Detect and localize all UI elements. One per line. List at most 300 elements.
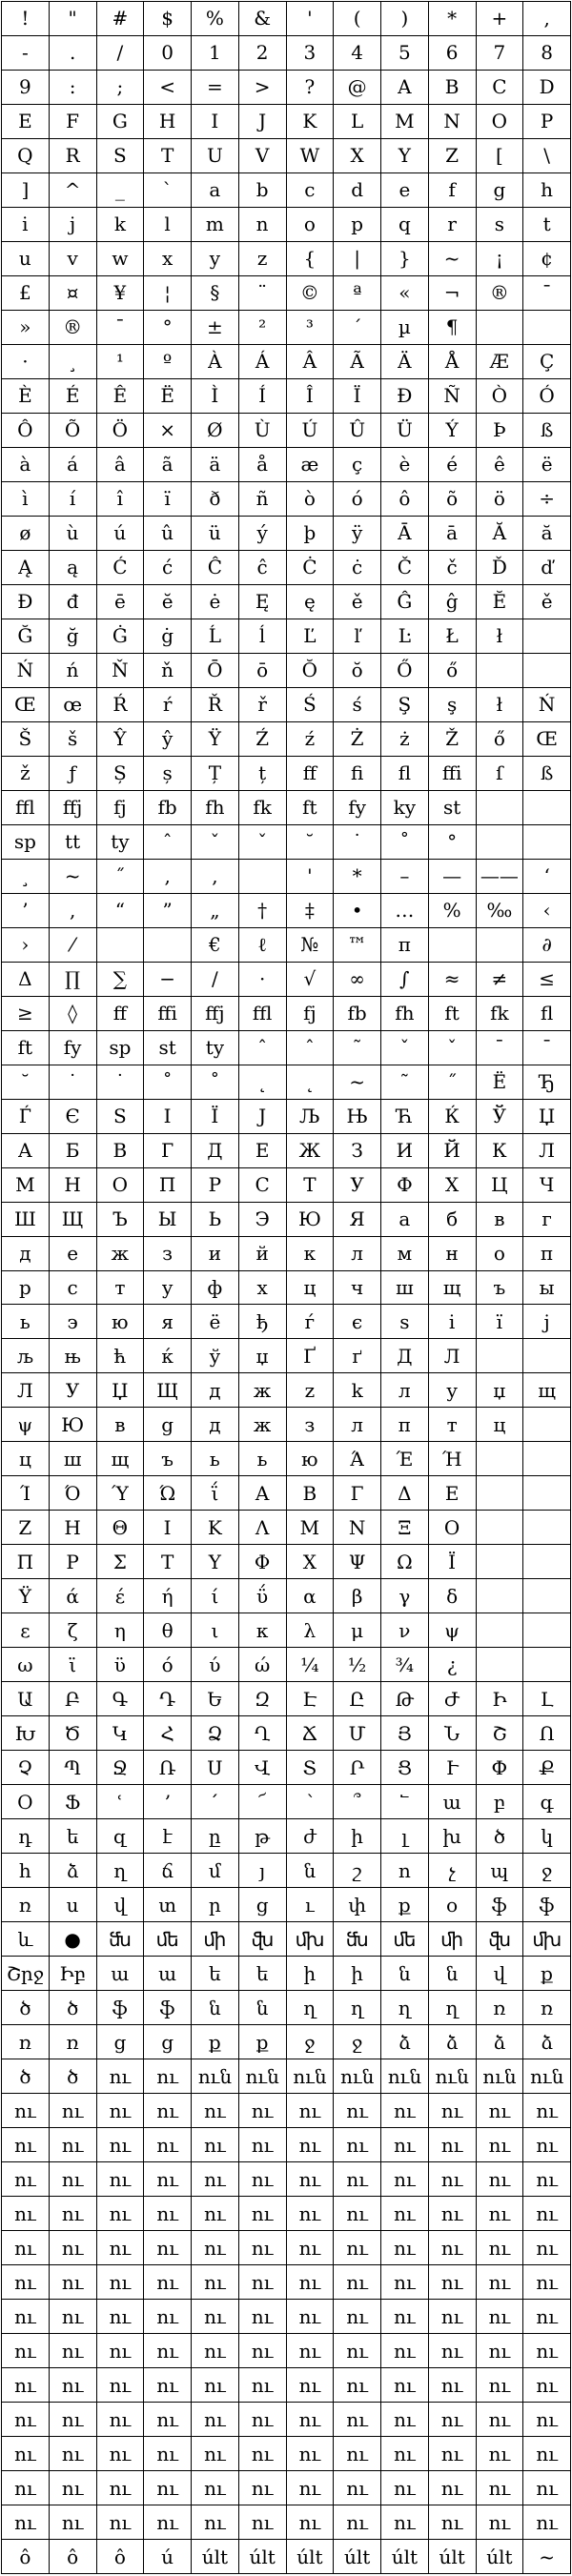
glyph-cell: ու bbox=[381, 2403, 429, 2437]
glyph-cell: fb bbox=[144, 791, 192, 825]
glyph-cell: З bbox=[334, 1134, 381, 1168]
glyph-cell: џ bbox=[477, 1373, 524, 1408]
glyph-cell bbox=[523, 1476, 571, 1511]
glyph-cell: Æ bbox=[477, 345, 524, 379]
glyph-cell: Ή bbox=[429, 1442, 477, 1476]
glyph-cell: ( bbox=[334, 2, 381, 36]
glyph-cell: 1 bbox=[192, 36, 239, 71]
glyph-cell: ț bbox=[239, 757, 287, 791]
glyph-cell: A bbox=[381, 71, 429, 105]
glyph-cell: ж bbox=[239, 1373, 287, 1408]
glyph-cell: ¦ bbox=[144, 276, 192, 311]
glyph-cell: ու bbox=[239, 2437, 287, 2471]
glyph-cell: × bbox=[144, 414, 192, 448]
glyph-cell: Ж bbox=[287, 1134, 335, 1168]
glyph-cell: ћ bbox=[97, 1339, 145, 1373]
glyph-cell: ‰ bbox=[477, 894, 524, 928]
glyph-cell: ու bbox=[192, 2368, 239, 2403]
glyph-cell: Б bbox=[50, 1134, 97, 1168]
glyph-cell: º bbox=[144, 345, 192, 379]
glyph-cell: ﬓ bbox=[97, 1922, 145, 1957]
glyph-cell: ձ bbox=[429, 2025, 477, 2059]
glyph-cell: ճ bbox=[144, 1854, 192, 1888]
glyph-cell: Դ bbox=[144, 1682, 192, 1716]
glyph-cell: ffi bbox=[144, 997, 192, 1031]
glyph-cell: А bbox=[2, 1134, 50, 1168]
glyph-cell: + bbox=[477, 2, 524, 36]
glyph-cell bbox=[477, 1511, 524, 1545]
glyph-cell: u bbox=[2, 242, 50, 276]
glyph-cell: ղ bbox=[429, 1991, 477, 2025]
glyph-cell: ġ bbox=[144, 619, 192, 654]
glyph-cell: ջ bbox=[523, 1854, 571, 1888]
glyph-cell: ու bbox=[239, 2403, 287, 2437]
glyph-cell: € bbox=[192, 928, 239, 963]
glyph-cell: Ž bbox=[429, 722, 477, 757]
glyph-cell: ու bbox=[523, 2334, 571, 2368]
glyph-cell: Œ bbox=[523, 722, 571, 757]
glyph-cell: ու bbox=[50, 2162, 97, 2197]
glyph-cell: в bbox=[477, 1203, 524, 1237]
glyph-cell: ու bbox=[192, 2231, 239, 2265]
glyph-cell: ж bbox=[97, 1237, 145, 1271]
glyph-cell: Σ bbox=[97, 1545, 145, 1579]
glyph-cell: ֆ bbox=[523, 1888, 571, 1922]
glyph-cell: § bbox=[192, 276, 239, 311]
glyph-cell: ժ bbox=[287, 1819, 335, 1854]
glyph-cell: Կ bbox=[97, 1716, 145, 1751]
glyph-cell: ˛ bbox=[287, 1065, 335, 1100]
glyph-cell: ě bbox=[523, 585, 571, 619]
glyph-cell: ու bbox=[144, 2059, 192, 2094]
glyph-cell: д bbox=[192, 1408, 239, 1442]
glyph-cell: Օ bbox=[2, 1785, 50, 1819]
glyph-cell: ﬔ bbox=[144, 1922, 192, 1957]
glyph-cell: ծ bbox=[50, 1991, 97, 2025]
glyph-cell: 5 bbox=[381, 36, 429, 71]
glyph-cell: ß bbox=[523, 414, 571, 448]
glyph-cell: Ď bbox=[477, 551, 524, 585]
glyph-cell: ¬ bbox=[429, 276, 477, 311]
glyph-cell: ш bbox=[50, 1442, 97, 1476]
glyph-cell: ø bbox=[2, 517, 50, 551]
glyph-cell: Ý bbox=[429, 414, 477, 448]
glyph-cell: ï bbox=[144, 482, 192, 517]
glyph-cell: ու bbox=[523, 2437, 571, 2471]
glyph-cell: ու bbox=[477, 2368, 524, 2403]
glyph-cell: ու bbox=[287, 2128, 335, 2162]
glyph-cell: α bbox=[287, 1579, 335, 1613]
glyph-cell: Υ bbox=[192, 1545, 239, 1579]
glyph-cell: w bbox=[97, 242, 145, 276]
glyph-cell: ջ bbox=[334, 2025, 381, 2059]
glyph-cell: ﬔ bbox=[381, 1922, 429, 1957]
glyph-cell: ու bbox=[287, 2197, 335, 2231]
glyph-cell: ու bbox=[239, 2300, 287, 2334]
glyph-cell: ու bbox=[144, 2162, 192, 2197]
glyph-cell: Û bbox=[334, 414, 381, 448]
glyph-cell: ffl bbox=[2, 791, 50, 825]
glyph-cell: ÷ bbox=[523, 482, 571, 517]
glyph-cell: լ bbox=[381, 1819, 429, 1854]
glyph-cell: ն bbox=[239, 1991, 287, 2025]
glyph-cell: Ë bbox=[477, 1065, 524, 1100]
glyph-cell: ˆ bbox=[239, 1031, 287, 1065]
glyph-cell: Ĉ bbox=[192, 551, 239, 585]
glyph-cell bbox=[429, 928, 477, 963]
glyph-cell: ffi bbox=[429, 757, 477, 791]
glyph-cell: Х bbox=[429, 1168, 477, 1203]
glyph-cell bbox=[477, 1613, 524, 1648]
glyph-cell: Ь bbox=[192, 1203, 239, 1237]
glyph-cell: Ѕ bbox=[97, 1100, 145, 1134]
glyph-cell: Ы bbox=[144, 1203, 192, 1237]
glyph-cell: Ô bbox=[2, 414, 50, 448]
glyph-cell: Ä bbox=[381, 345, 429, 379]
glyph-cell: Է bbox=[287, 1682, 335, 1716]
glyph-cell: ª bbox=[334, 276, 381, 311]
glyph-cell: ¸ bbox=[2, 860, 50, 894]
glyph-cell: խ bbox=[429, 1819, 477, 1854]
glyph-cell: Đ bbox=[2, 585, 50, 619]
glyph-cell: ու bbox=[334, 2471, 381, 2505]
glyph-cell: _ bbox=[97, 173, 145, 208]
glyph-cell: ու bbox=[287, 2162, 335, 2197]
glyph-cell: x bbox=[144, 242, 192, 276]
glyph-cell bbox=[523, 619, 571, 654]
glyph-cell: ու bbox=[381, 2368, 429, 2403]
glyph-cell: ու bbox=[334, 2197, 381, 2231]
glyph-cell: ու bbox=[144, 2197, 192, 2231]
glyph-cell bbox=[477, 1339, 524, 1373]
glyph-cell: ≤ bbox=[523, 963, 571, 997]
glyph-cell: і bbox=[429, 1305, 477, 1339]
glyph-cell: з bbox=[144, 1237, 192, 1271]
glyph-cell: Ï bbox=[334, 379, 381, 414]
glyph-cell: ու bbox=[523, 2162, 571, 2197]
glyph-cell: últ bbox=[477, 2540, 524, 2574]
glyph-cell: ⁄ bbox=[50, 928, 97, 963]
glyph-cell: fj bbox=[97, 791, 145, 825]
glyph-cell: ş bbox=[429, 688, 477, 722]
glyph-cell: ц bbox=[477, 1408, 524, 1442]
glyph-cell: ու bbox=[381, 2505, 429, 2540]
glyph-cell: Ź bbox=[239, 722, 287, 757]
glyph-cell: fl bbox=[523, 997, 571, 1031]
glyph-cell: б bbox=[429, 1203, 477, 1237]
glyph-cell: ծ bbox=[477, 1819, 524, 1854]
glyph-cell: C bbox=[477, 71, 524, 105]
glyph-cell: ու bbox=[50, 2094, 97, 2128]
glyph-cell: Ђ bbox=[523, 1065, 571, 1100]
glyph-cell: ó bbox=[334, 482, 381, 517]
glyph-cell: տ bbox=[144, 1888, 192, 1922]
glyph-cell: ու bbox=[477, 2162, 524, 2197]
glyph-cell: : bbox=[50, 71, 97, 105]
glyph-cell: Ύ bbox=[97, 1476, 145, 1511]
glyph-cell: л bbox=[334, 1408, 381, 1442]
glyph-cell: fj bbox=[287, 997, 335, 1031]
glyph-cell: ու bbox=[97, 2300, 145, 2334]
glyph-cell: Q bbox=[2, 139, 50, 173]
glyph-cell: Ց bbox=[381, 1751, 429, 1785]
glyph-cell: ձ bbox=[381, 2025, 429, 2059]
glyph-cell: Ջ bbox=[97, 1751, 145, 1785]
glyph-cell: Ι bbox=[144, 1511, 192, 1545]
glyph-cell: ու bbox=[97, 2471, 145, 2505]
glyph-cell: ˆ bbox=[287, 1031, 335, 1065]
glyph-cell: fk bbox=[239, 791, 287, 825]
glyph-cell: ու bbox=[2, 2197, 50, 2231]
glyph-cell: ÿ bbox=[334, 517, 381, 551]
glyph-cell: К bbox=[477, 1134, 524, 1168]
glyph-cell: , bbox=[144, 860, 192, 894]
glyph-cell: ^ bbox=[50, 173, 97, 208]
glyph-cell: p bbox=[334, 208, 381, 242]
glyph-cell: ty bbox=[97, 825, 145, 860]
glyph-cell: γ bbox=[381, 1579, 429, 1613]
glyph-cell: ® bbox=[50, 311, 97, 345]
glyph-cell: [ bbox=[477, 139, 524, 173]
glyph-cell: ' bbox=[287, 860, 335, 894]
glyph-cell: Ό bbox=[50, 1476, 97, 1511]
glyph-cell: ff bbox=[287, 757, 335, 791]
glyph-cell: fy bbox=[50, 1031, 97, 1065]
glyph-cell: ‹ bbox=[523, 894, 571, 928]
glyph-cell: в bbox=[97, 1408, 145, 1442]
glyph-grid bbox=[1, 1, 571, 2574]
glyph-cell: Α bbox=[239, 1476, 287, 1511]
glyph-cell: ու bbox=[334, 2437, 381, 2471]
glyph-cell: ի bbox=[334, 1957, 381, 1991]
glyph-cell: ф bbox=[192, 1271, 239, 1306]
glyph-cell: æ bbox=[287, 448, 335, 482]
glyph-cell: ü bbox=[192, 517, 239, 551]
glyph-cell: Г bbox=[144, 1134, 192, 1168]
glyph-cell: Β bbox=[287, 1476, 335, 1511]
glyph-cell: ь bbox=[192, 1442, 239, 1476]
glyph-cell: Є bbox=[50, 1100, 97, 1134]
glyph-cell: Ե bbox=[192, 1682, 239, 1716]
glyph-cell: ու bbox=[239, 2334, 287, 2368]
glyph-cell: E bbox=[2, 105, 50, 139]
glyph-cell: Π bbox=[2, 1545, 50, 1579]
glyph-cell: ու bbox=[97, 2059, 145, 2094]
glyph-cell: Л bbox=[2, 1373, 50, 1408]
glyph-cell: ˙ bbox=[334, 825, 381, 860]
glyph-cell: У bbox=[334, 1168, 381, 1203]
glyph-cell: ﬕ bbox=[192, 1922, 239, 1957]
glyph-cell: Ս bbox=[192, 1751, 239, 1785]
glyph-cell: ու bbox=[239, 2505, 287, 2540]
glyph-cell: " bbox=[50, 2, 97, 36]
glyph-cell: 6 bbox=[429, 36, 477, 71]
glyph-cell: ու bbox=[2, 2403, 50, 2437]
glyph-cell: ո bbox=[381, 1854, 429, 1888]
glyph-cell: ffj bbox=[50, 791, 97, 825]
glyph-cell: R bbox=[50, 139, 97, 173]
glyph-cell: շ bbox=[334, 1854, 381, 1888]
glyph-cell: щ bbox=[429, 1271, 477, 1306]
glyph-cell: ու bbox=[523, 2368, 571, 2403]
glyph-cell: f bbox=[429, 173, 477, 208]
glyph-cell: Œ bbox=[2, 688, 50, 722]
glyph-cell: É bbox=[50, 379, 97, 414]
glyph-cell: “ bbox=[97, 894, 145, 928]
glyph-cell: ď bbox=[523, 551, 571, 585]
glyph-cell: ու bbox=[97, 2368, 145, 2403]
glyph-cell: Ի bbox=[477, 1682, 524, 1716]
glyph-cell: Ċ bbox=[287, 551, 335, 585]
glyph-cell: = bbox=[192, 71, 239, 105]
glyph-cell: ու bbox=[334, 2162, 381, 2197]
glyph-cell: % bbox=[192, 2, 239, 36]
glyph-cell: Ά bbox=[334, 1442, 381, 1476]
glyph-cell: Χ bbox=[287, 1545, 335, 1579]
glyph-cell: ќ bbox=[144, 1339, 192, 1373]
glyph-cell: ŕ bbox=[144, 688, 192, 722]
glyph-cell: Ú bbox=[287, 414, 335, 448]
glyph-cell: ու bbox=[2, 2437, 50, 2471]
glyph-cell: њ bbox=[50, 1339, 97, 1373]
glyph-cell: ˇ bbox=[192, 825, 239, 860]
glyph-cell: ու bbox=[144, 2368, 192, 2403]
glyph-cell: ty bbox=[192, 1031, 239, 1065]
glyph-cell: ¯ bbox=[97, 311, 145, 345]
glyph-cell: ® bbox=[477, 276, 524, 311]
glyph-cell: i bbox=[2, 208, 50, 242]
glyph-cell: е bbox=[50, 1237, 97, 1271]
glyph-cell: n bbox=[239, 208, 287, 242]
glyph-cell: ā bbox=[429, 517, 477, 551]
glyph-cell: ու bbox=[192, 2471, 239, 2505]
glyph-cell: ш bbox=[381, 1271, 429, 1306]
glyph-cell: ու bbox=[334, 2334, 381, 2368]
glyph-cell: վ bbox=[477, 1957, 524, 1991]
glyph-cell: > bbox=[239, 71, 287, 105]
glyph-cell: ու bbox=[144, 2231, 192, 2265]
glyph-cell: c bbox=[287, 173, 335, 208]
glyph-cell: ´ bbox=[334, 311, 381, 345]
glyph-cell: û bbox=[144, 517, 192, 551]
glyph-cell: ј bbox=[523, 1305, 571, 1339]
glyph-cell: č bbox=[429, 551, 477, 585]
glyph-cell: ու bbox=[523, 2403, 571, 2437]
glyph-cell: ~ bbox=[334, 1065, 381, 1100]
glyph-cell: ë bbox=[523, 448, 571, 482]
glyph-cell: ու bbox=[50, 2231, 97, 2265]
glyph-cell: ˇ bbox=[239, 825, 287, 860]
glyph-cell: ա bbox=[97, 1957, 145, 1991]
glyph-cell: ≈ bbox=[429, 963, 477, 997]
glyph-cell: ú bbox=[97, 517, 145, 551]
glyph-cell: ու bbox=[429, 2128, 477, 2162]
glyph-cell: ու bbox=[192, 2505, 239, 2540]
glyph-cell: ու bbox=[2, 2300, 50, 2334]
glyph-cell: ֆ bbox=[144, 1991, 192, 2025]
glyph-cell: ъ bbox=[144, 1442, 192, 1476]
glyph-cell: ˆ bbox=[144, 825, 192, 860]
glyph-cell: ` bbox=[144, 173, 192, 208]
glyph-cell: sp bbox=[2, 825, 50, 860]
glyph-cell: ու bbox=[192, 2265, 239, 2300]
glyph-cell: β bbox=[334, 1579, 381, 1613]
glyph-cell: ն bbox=[287, 1854, 335, 1888]
glyph-cell: Լ bbox=[523, 1682, 571, 1716]
glyph-cell: ь bbox=[239, 1442, 287, 1476]
glyph-cell: d bbox=[334, 173, 381, 208]
glyph-cell: Ń bbox=[523, 688, 571, 722]
glyph-cell: ˚ bbox=[192, 1065, 239, 1100]
glyph-cell: ու bbox=[287, 2265, 335, 2300]
glyph-cell bbox=[477, 928, 524, 963]
glyph-cell: ğ bbox=[50, 619, 97, 654]
glyph-cell: ու bbox=[144, 2265, 192, 2300]
glyph-cell: ռ bbox=[2, 1888, 50, 1922]
glyph-cell: ¤ bbox=[50, 276, 97, 311]
glyph-cell bbox=[477, 1579, 524, 1613]
glyph-cell: Я bbox=[334, 1203, 381, 1237]
glyph-cell bbox=[97, 928, 145, 963]
glyph-cell: ˇ bbox=[381, 1031, 429, 1065]
glyph-cell: —— bbox=[477, 860, 524, 894]
glyph-cell: F bbox=[50, 105, 97, 139]
glyph-cell: ä bbox=[192, 448, 239, 482]
glyph-cell: œ bbox=[50, 688, 97, 722]
glyph-cell: ˜ bbox=[334, 1031, 381, 1065]
glyph-cell: - bbox=[2, 36, 50, 71]
glyph-cell: últ bbox=[381, 2540, 429, 2574]
glyph-cell: tt bbox=[50, 825, 97, 860]
glyph-cell: ու bbox=[477, 2334, 524, 2368]
glyph-cell: к bbox=[287, 1237, 335, 1271]
glyph-cell: Т bbox=[287, 1168, 335, 1203]
glyph-cell: ő bbox=[429, 654, 477, 688]
glyph-cell: t bbox=[523, 208, 571, 242]
glyph-cell: ˝ bbox=[429, 1065, 477, 1100]
glyph-cell: Ζ bbox=[2, 1511, 50, 1545]
glyph-cell: Ã bbox=[334, 345, 381, 379]
glyph-cell: Γ bbox=[334, 1476, 381, 1511]
glyph-cell bbox=[523, 1545, 571, 1579]
glyph-cell: Ո bbox=[523, 1716, 571, 1751]
glyph-cell: ց bbox=[144, 2025, 192, 2059]
glyph-cell: ու bbox=[192, 2094, 239, 2128]
glyph-cell: þ bbox=[287, 517, 335, 551]
glyph-cell: v bbox=[50, 242, 97, 276]
glyph-cell: ñ bbox=[239, 482, 287, 517]
glyph-cell: ու bbox=[523, 2197, 571, 2231]
glyph-cell: ուն bbox=[192, 2059, 239, 2094]
glyph-cell bbox=[477, 311, 524, 345]
glyph-cell: fy bbox=[334, 791, 381, 825]
glyph-cell: И bbox=[381, 1134, 429, 1168]
glyph-cell: Ĺ bbox=[192, 619, 239, 654]
glyph-cell: Ç bbox=[523, 345, 571, 379]
glyph-cell: ˚ bbox=[144, 1065, 192, 1100]
glyph-cell: Ł bbox=[429, 619, 477, 654]
glyph-cell: Ā bbox=[381, 517, 429, 551]
glyph-cell: ō bbox=[239, 654, 287, 688]
glyph-cell: П bbox=[144, 1168, 192, 1203]
glyph-cell: Á bbox=[239, 345, 287, 379]
glyph-cell: ~ bbox=[429, 242, 477, 276]
glyph-cell: ky bbox=[381, 791, 429, 825]
glyph-cell: Ș bbox=[97, 757, 145, 791]
glyph-cell: θ bbox=[144, 1613, 192, 1648]
glyph-cell: ու bbox=[144, 2094, 192, 2128]
glyph-cell: ու bbox=[477, 2128, 524, 2162]
